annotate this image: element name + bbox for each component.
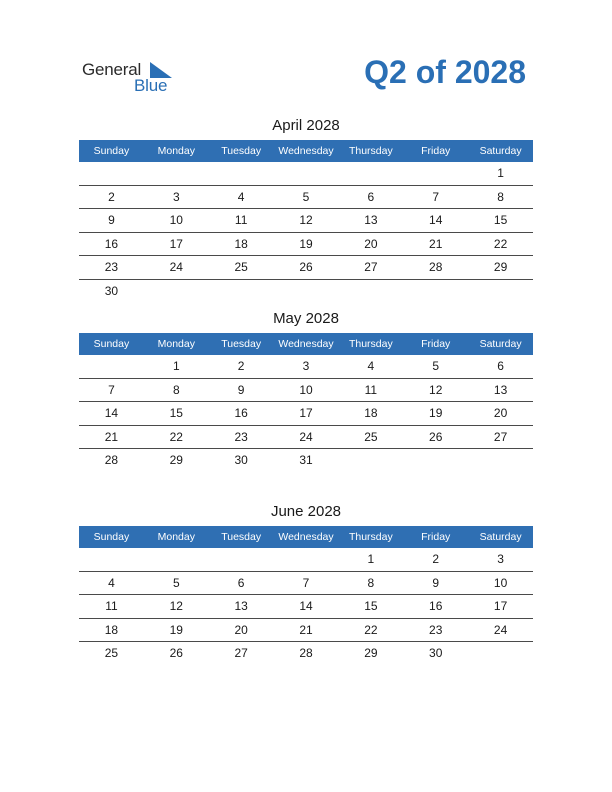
weekday-label: Sunday (93, 531, 130, 543)
day-cell: 19 (169, 622, 183, 637)
day-cell: 3 (302, 359, 310, 373)
day-cell: 7 (302, 575, 310, 590)
day-cell: 1 (497, 166, 504, 180)
day-cell (338, 449, 403, 472)
weekday-label: Monday (157, 145, 195, 157)
day-cell: 30 (429, 646, 443, 660)
day-cell (468, 642, 533, 665)
day-cell (144, 162, 209, 185)
day-cell: 17 (299, 406, 313, 420)
day-cell: 27 (234, 646, 248, 660)
day-cell: 29 (493, 260, 508, 274)
day-cell (79, 355, 144, 378)
day-cell: 20 (493, 406, 508, 420)
day-cell: 31 (299, 453, 313, 467)
day-cell: 24 (169, 260, 183, 274)
day-cell: 23 (234, 429, 248, 444)
day-cell (468, 449, 533, 472)
day-cell: 28 (299, 646, 313, 660)
day-cell: 21 (429, 236, 443, 251)
weekday-label: Tuesday (221, 338, 262, 350)
day-cell: 10 (169, 213, 183, 227)
day-cell: 5 (302, 189, 310, 204)
day-cell (274, 280, 339, 303)
weekday-label: Friday (421, 338, 451, 350)
day-cell: 18 (234, 236, 248, 251)
day-cell: 12 (169, 599, 183, 613)
week-row (79, 619, 533, 643)
day-cell: 29 (364, 646, 378, 660)
day-cell: 14 (429, 213, 443, 227)
day-cell: 23 (104, 260, 119, 274)
day-cell: 19 (429, 406, 443, 420)
weekday-label: Saturday (479, 531, 522, 543)
day-cell: 13 (234, 599, 248, 613)
day-cell: 28 (429, 260, 443, 274)
week-row (79, 162, 533, 186)
weekday-label: Sunday (93, 145, 130, 157)
day-cell: 27 (493, 429, 508, 444)
day-cell (403, 449, 468, 472)
day-cell: 11 (234, 213, 248, 227)
day-cell: 16 (429, 599, 443, 613)
day-cell: 12 (299, 213, 313, 227)
week-row (79, 449, 533, 472)
day-cell: 24 (299, 429, 313, 444)
day-cell (338, 162, 403, 185)
week-row (79, 186, 533, 210)
day-cell: 4 (237, 189, 245, 204)
weekday-label: Wednesday (278, 145, 334, 157)
logo-general-text: General (82, 60, 142, 79)
day-cell: 9 (432, 575, 440, 590)
day-cell: 21 (104, 429, 119, 444)
day-cell: 11 (364, 382, 378, 397)
page-title: Q2 of 2028 (364, 54, 526, 90)
day-cell: 10 (493, 575, 508, 590)
day-cell: 15 (493, 213, 508, 227)
day-cell (79, 548, 144, 571)
day-cell: 7 (432, 189, 440, 204)
day-cell (338, 280, 403, 303)
day-cell: 2 (237, 359, 245, 373)
weekday-label: Wednesday (278, 531, 334, 543)
day-cell: 4 (367, 359, 375, 373)
day-cell: 20 (364, 236, 378, 251)
day-cell: 22 (493, 236, 508, 251)
week-row (79, 548, 533, 572)
weekday-label: Thursday (348, 145, 393, 157)
day-cell (209, 162, 274, 185)
day-cell: 2 (108, 189, 115, 204)
weekday-header (79, 140, 533, 162)
day-cell: 1 (172, 359, 180, 373)
month-april (79, 116, 533, 302)
month-title: June 2028 (270, 503, 342, 520)
logo-blue-text: Blue (134, 76, 168, 95)
day-cell: 21 (299, 622, 313, 637)
week-row (79, 355, 533, 379)
week-row (79, 233, 533, 257)
weekday-label: Thursday (348, 531, 393, 543)
weekday-label: Sunday (93, 338, 130, 350)
day-cell: 14 (104, 406, 119, 420)
day-cell: 2 (432, 552, 440, 566)
day-cell (274, 162, 339, 185)
week-row (79, 209, 533, 233)
week-row (79, 572, 533, 596)
day-cell (403, 162, 468, 185)
weekday-label: Friday (421, 145, 451, 157)
day-cell: 5 (432, 359, 440, 373)
day-cell (79, 162, 144, 185)
day-cell: 20 (234, 622, 248, 637)
day-cell: 6 (367, 189, 375, 204)
day-cell: 15 (364, 599, 378, 613)
day-cell: 4 (108, 575, 115, 590)
weekday-label: Saturday (479, 338, 522, 350)
day-cell: 18 (104, 622, 119, 637)
week-row (79, 256, 533, 280)
weekday-label: Tuesday (221, 145, 262, 157)
day-cell: 8 (172, 382, 180, 397)
day-cell: 29 (169, 453, 183, 467)
week-row (79, 280, 533, 303)
day-cell: 17 (169, 236, 183, 251)
weekday-label: Tuesday (221, 531, 262, 543)
day-cell: 8 (497, 189, 504, 204)
weekday-label: Saturday (479, 145, 522, 157)
week-row (79, 642, 533, 665)
day-cell: 3 (172, 189, 180, 204)
logo (82, 58, 182, 98)
month-june (79, 502, 533, 665)
weekday-header (79, 333, 533, 355)
weekday-label: Monday (157, 338, 195, 350)
week-row (79, 426, 533, 450)
day-cell: 26 (429, 429, 443, 444)
day-cell: 26 (169, 646, 183, 660)
day-cell: 7 (108, 382, 115, 397)
day-cell (274, 548, 339, 571)
day-cell: 5 (172, 575, 180, 590)
week-row (79, 595, 533, 619)
month-may (79, 309, 533, 472)
weekday-label: Friday (421, 531, 451, 543)
day-cell: 18 (364, 406, 378, 420)
day-cell: 6 (497, 359, 504, 373)
week-row (79, 379, 533, 403)
weekday-label: Monday (157, 531, 195, 543)
day-cell (144, 548, 209, 571)
day-cell: 25 (364, 429, 378, 444)
day-cell (403, 280, 468, 303)
day-cell: 30 (104, 283, 119, 298)
day-cell: 25 (104, 646, 119, 660)
day-cell: 1 (367, 552, 375, 566)
day-cell: 10 (299, 382, 313, 397)
day-cell: 16 (104, 236, 119, 251)
weekday-label: Wednesday (278, 338, 334, 350)
day-cell: 26 (299, 260, 313, 274)
day-cell (209, 280, 274, 303)
day-cell: 12 (429, 382, 443, 397)
weekday-label: Thursday (348, 338, 393, 350)
day-cell: 15 (169, 406, 183, 420)
day-cell: 8 (367, 575, 375, 590)
day-cell (468, 280, 533, 303)
day-cell: 28 (104, 453, 119, 467)
day-cell: 17 (493, 599, 508, 613)
day-cell: 9 (108, 213, 115, 227)
day-cell: 16 (234, 406, 248, 420)
day-cell: 27 (364, 260, 378, 274)
day-cell: 14 (299, 599, 313, 613)
day-cell: 11 (105, 599, 118, 613)
day-cell: 25 (234, 260, 248, 274)
day-cell: 24 (493, 622, 508, 637)
day-cell: 13 (364, 213, 378, 227)
week-row (79, 402, 533, 426)
month-title: May 2028 (273, 310, 339, 327)
day-cell: 3 (497, 552, 504, 566)
day-cell: 6 (237, 575, 245, 590)
day-cell: 13 (493, 382, 508, 397)
day-cell: 22 (364, 622, 378, 637)
day-cell: 9 (237, 382, 245, 397)
weekday-header (79, 526, 533, 548)
day-cell: 22 (169, 429, 183, 444)
day-cell: 30 (234, 453, 248, 467)
month-title: April 2028 (272, 117, 340, 134)
day-cell: 19 (299, 236, 313, 251)
day-cell (209, 548, 274, 571)
day-cell (144, 280, 209, 303)
day-cell: 23 (429, 622, 443, 637)
